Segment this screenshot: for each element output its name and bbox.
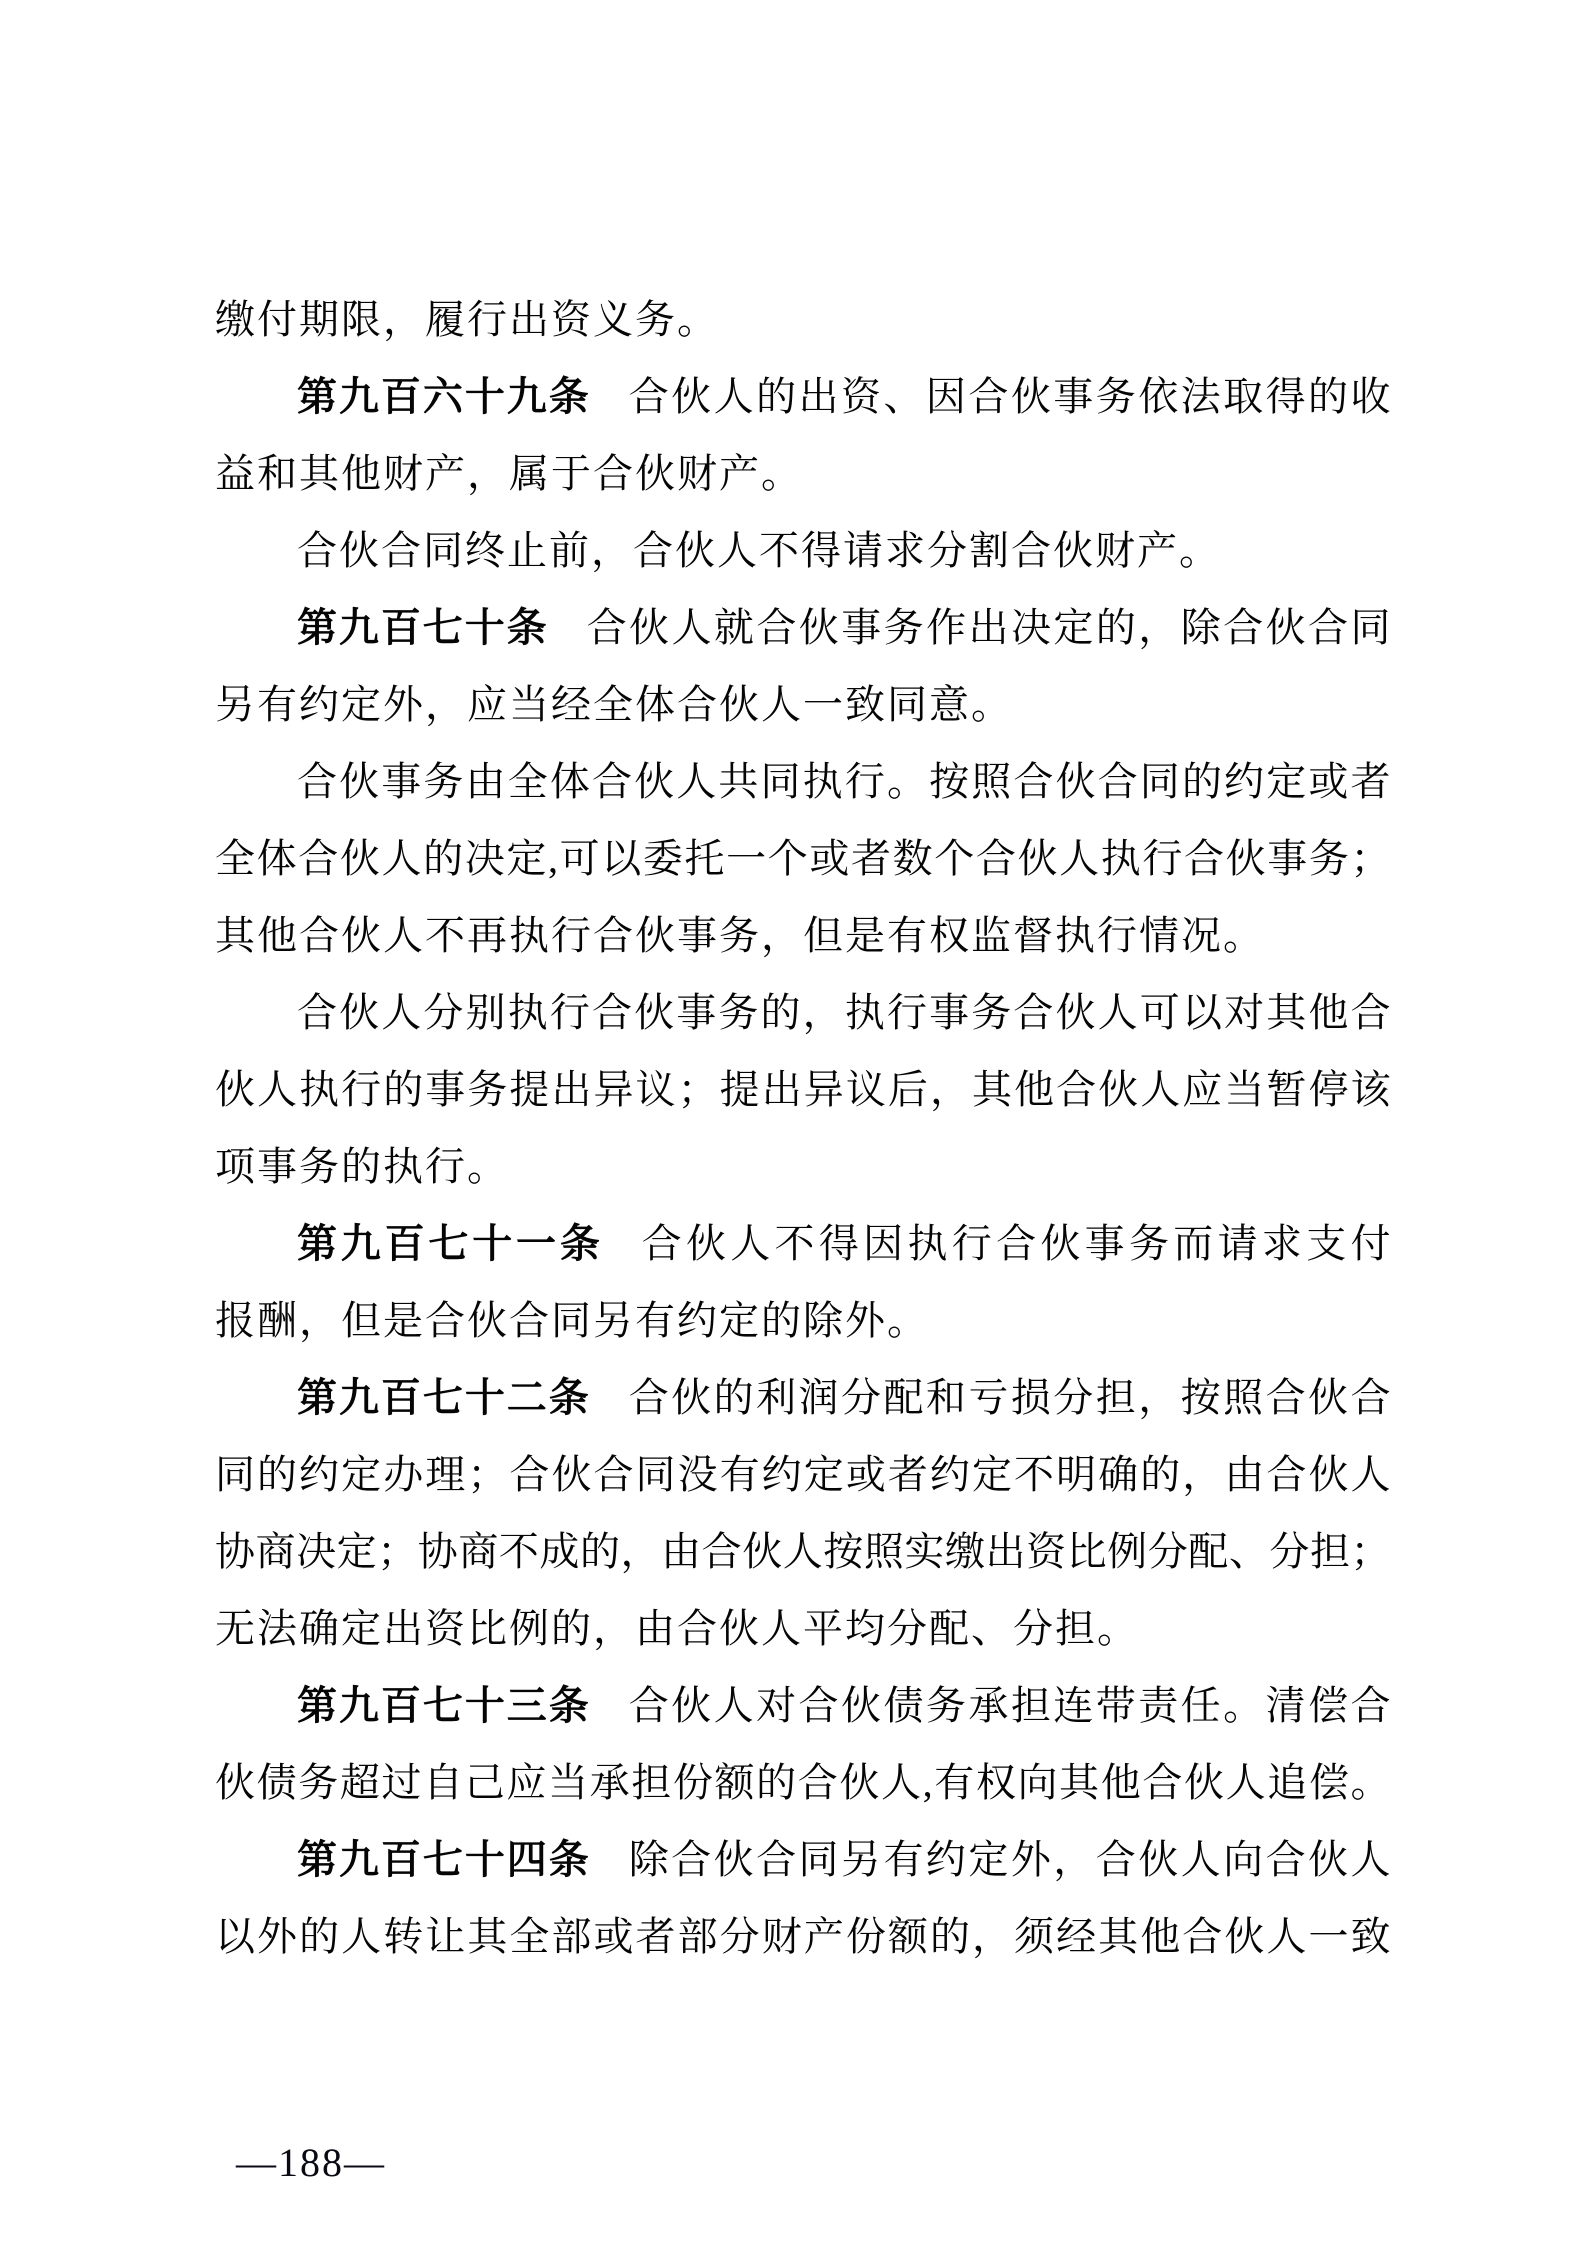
text-line <box>215 1051 1391 1128</box>
article-number: 第九百七十四条 <box>297 1838 591 1882</box>
line-text: 伙人执行的事务提出异议；提出异议后，其他合伙人应当暂停该 <box>215 1067 1391 1112</box>
text-line <box>215 743 1391 820</box>
text-line <box>215 512 1391 589</box>
line-text: 合伙事务由全体合伙人共同执行。按照合伙合同的约定或者 <box>297 759 1391 804</box>
text-line <box>215 1744 1391 1821</box>
line-text: 除合伙合同另有约定外，合伙人向合伙人 <box>628 1837 1391 1882</box>
text-body <box>215 281 1391 1975</box>
line-text: 合伙人的出资、因合伙事务依法取得的收 <box>628 374 1391 419</box>
article-line <box>215 1205 1391 1282</box>
line-text: 其他合伙人不再执行合伙事务，但是有权监督执行情况。 <box>215 913 1265 958</box>
line-text: 以外的人转让其全部或者部分财产份额的，须经其他合伙人一致 <box>215 1914 1391 1959</box>
line-text: 无法确定出资比例的，由合伙人平均分配、分担。 <box>215 1606 1139 1651</box>
line-text: 缴付期限，履行出资义务。 <box>215 297 719 342</box>
text-line <box>215 1898 1391 1975</box>
text-line <box>215 1590 1391 1667</box>
article-line <box>215 1667 1391 1744</box>
line-text: 报酬，但是合伙合同另有约定的除外。 <box>215 1298 929 1343</box>
text-line <box>215 897 1391 974</box>
text-line <box>215 666 1391 743</box>
line-text: 另有约定外，应当经全体合伙人一致同意。 <box>215 682 1013 727</box>
line-text: 合伙合同终止前，合伙人不得请求分割合伙财产。 <box>297 528 1221 573</box>
article-number: 第九百七十三条 <box>297 1684 591 1728</box>
article-number: 第九百七十二条 <box>297 1376 591 1420</box>
line-text: 合伙的利润分配和亏损分担，按照合伙合 <box>628 1375 1391 1420</box>
line-text: 全体合伙人的决定,可以委托一个或者数个合伙人执行合伙事务； <box>215 836 1391 881</box>
article-line <box>215 1821 1391 1898</box>
line-text: 合伙人分别执行合伙事务的，执行事务合伙人可以对其他合 <box>297 990 1391 1035</box>
line-text: 益和其他财产，属于合伙财产。 <box>215 451 803 496</box>
line-text: 合伙人不得因执行合伙事务而请求支付 <box>641 1221 1391 1266</box>
article-line <box>215 358 1391 435</box>
article-number: 第九百七十条 <box>297 606 549 650</box>
line-text: 项事务的执行。 <box>215 1144 509 1189</box>
article-number: 第九百七十一条 <box>297 1222 604 1266</box>
text-line <box>215 1282 1391 1359</box>
text-line <box>215 974 1391 1051</box>
line-text: 合伙人对合伙债务承担连带责任。清偿合 <box>628 1683 1391 1728</box>
line-text: 同的约定办理；合伙合同没有约定或者约定不明确的，由合伙人 <box>215 1452 1391 1497</box>
article-line <box>215 589 1391 666</box>
article-number: 第九百六十九条 <box>297 375 591 419</box>
text-line <box>215 1513 1391 1590</box>
page-number: —188— <box>236 2140 386 2185</box>
text-line <box>215 1128 1391 1205</box>
text-line <box>215 435 1391 512</box>
line-text: 合伙人就合伙事务作出决定的，除合伙合同 <box>586 605 1391 650</box>
text-line <box>215 1436 1391 1513</box>
text-line <box>215 281 1391 358</box>
article-line <box>215 1359 1391 1436</box>
line-text: 伙债务超过自己应当承担份额的合伙人,有权向其他合伙人追偿。 <box>215 1760 1391 1805</box>
text-line <box>215 820 1391 897</box>
line-text: 协商决定；协商不成的，由合伙人按照实缴出资比例分配、分担； <box>215 1529 1391 1574</box>
